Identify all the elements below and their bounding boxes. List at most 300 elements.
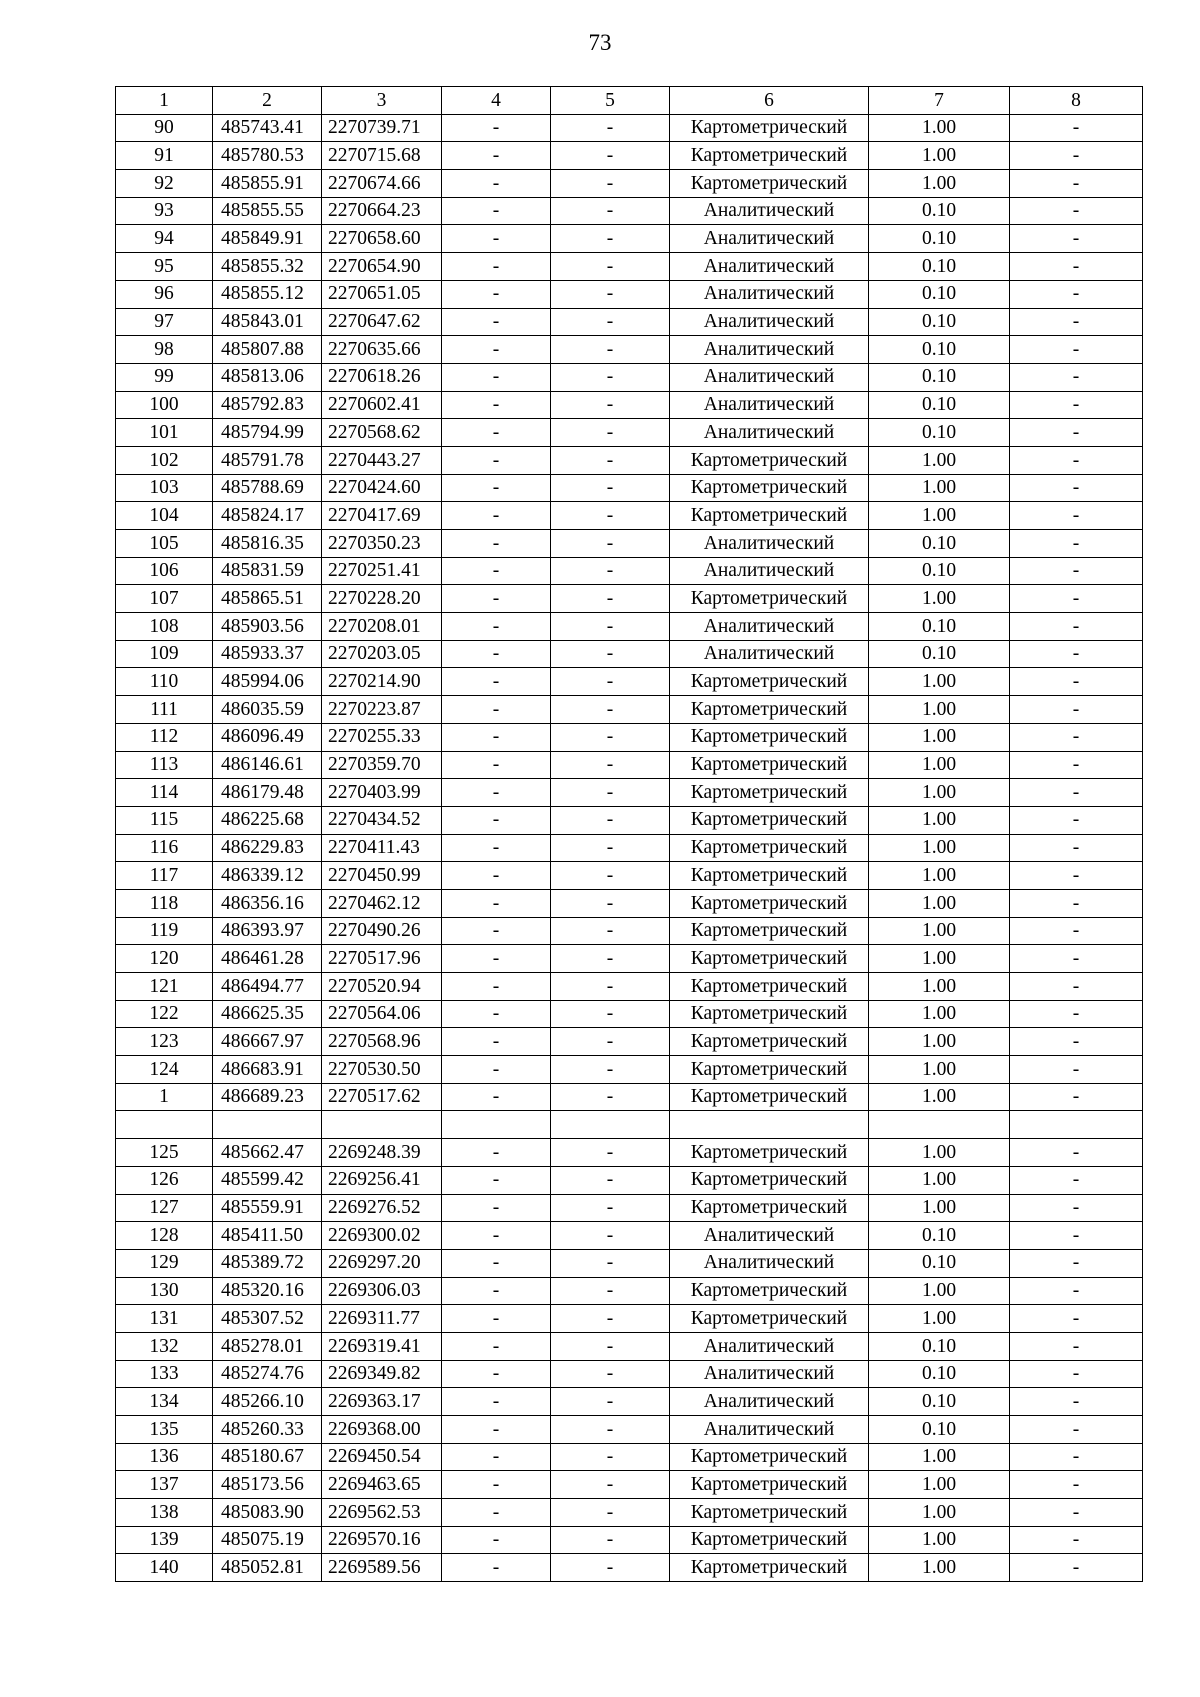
column-4-cell: - xyxy=(442,1305,551,1333)
table-row xyxy=(116,585,1143,613)
point-number-cell: 137 xyxy=(116,1471,213,1499)
column-5-cell: - xyxy=(551,502,670,530)
point-number-cell: 135 xyxy=(116,1416,213,1444)
column-4-cell: - xyxy=(442,446,551,474)
accuracy-cell: 1.00 xyxy=(869,114,1010,142)
column-8-cell: - xyxy=(1010,834,1143,862)
table-row xyxy=(116,640,1143,668)
point-number-cell: 119 xyxy=(116,917,213,945)
column-4-cell: - xyxy=(442,668,551,696)
method-cell: Картометрический xyxy=(670,474,869,502)
accuracy-cell: 0.10 xyxy=(869,253,1010,281)
method-cell: Картометрический xyxy=(670,1083,869,1111)
y-coordinate-cell: 2270517.62 xyxy=(322,1083,442,1111)
table-row xyxy=(116,1332,1143,1360)
point-number-cell: 102 xyxy=(116,446,213,474)
column-4-cell: - xyxy=(442,1028,551,1056)
method-cell: Картометрический xyxy=(670,170,869,198)
y-coordinate-cell: 2270490.26 xyxy=(322,917,442,945)
y-coordinate-cell: 2270715.68 xyxy=(322,142,442,170)
table-row xyxy=(116,1471,1143,1499)
method-cell: Картометрический xyxy=(670,973,869,1001)
column-8-cell: - xyxy=(1010,1388,1143,1416)
column-5-cell: - xyxy=(551,170,670,198)
point-number-cell: 117 xyxy=(116,862,213,890)
y-coordinate-cell: 2270359.70 xyxy=(322,751,442,779)
column-4-cell: - xyxy=(442,1277,551,1305)
method-cell: Картометрический xyxy=(670,585,869,613)
y-coordinate-cell: 2269300.02 xyxy=(322,1222,442,1250)
method-cell: Картометрический xyxy=(670,862,869,890)
column-4-cell: - xyxy=(442,613,551,641)
column-8-cell: - xyxy=(1010,723,1143,751)
x-coordinate-cell: 486625.35 xyxy=(213,1000,322,1028)
x-coordinate-cell: 486229.83 xyxy=(213,834,322,862)
column-4-cell: - xyxy=(442,889,551,917)
table-row xyxy=(116,142,1143,170)
coordinates-table xyxy=(115,86,1143,1582)
x-coordinate-cell: 486179.48 xyxy=(213,779,322,807)
column-8-cell: - xyxy=(1010,557,1143,585)
y-coordinate-cell: 2270602.41 xyxy=(322,391,442,419)
column-5-cell: - xyxy=(551,668,670,696)
accuracy-cell: 1.00 xyxy=(869,585,1010,613)
method-cell xyxy=(670,1111,869,1139)
point-number-cell: 95 xyxy=(116,253,213,281)
column-4-cell: - xyxy=(442,1083,551,1111)
column-8-cell: - xyxy=(1010,308,1143,336)
point-number-cell xyxy=(116,1111,213,1139)
x-coordinate-cell: 485807.88 xyxy=(213,336,322,364)
y-coordinate-cell: 2269297.20 xyxy=(322,1249,442,1277)
method-cell: Аналитический xyxy=(670,308,869,336)
table-row xyxy=(116,1111,1143,1139)
method-cell: Картометрический xyxy=(670,1028,869,1056)
column-4-cell: - xyxy=(442,1249,551,1277)
x-coordinate-cell: 486096.49 xyxy=(213,723,322,751)
table-row xyxy=(116,723,1143,751)
accuracy-cell: 0.10 xyxy=(869,1222,1010,1250)
column-8-cell: - xyxy=(1010,806,1143,834)
point-number-cell: 100 xyxy=(116,391,213,419)
accuracy-cell: 1.00 xyxy=(869,862,1010,890)
method-cell: Картометрический xyxy=(670,1471,869,1499)
method-cell: Аналитический xyxy=(670,280,869,308)
accuracy-cell: 0.10 xyxy=(869,640,1010,668)
point-number-cell: 124 xyxy=(116,1056,213,1084)
column-header: 3 xyxy=(322,87,442,115)
table-row xyxy=(116,197,1143,225)
x-coordinate-cell: 486225.68 xyxy=(213,806,322,834)
column-4-cell: - xyxy=(442,280,551,308)
x-coordinate-cell: 485831.59 xyxy=(213,557,322,585)
point-number-cell: 121 xyxy=(116,973,213,1001)
table-row xyxy=(116,806,1143,834)
y-coordinate-cell: 2269363.17 xyxy=(322,1388,442,1416)
column-4-cell: - xyxy=(442,391,551,419)
method-cell: Картометрический xyxy=(670,889,869,917)
point-number-cell: 107 xyxy=(116,585,213,613)
table-row xyxy=(116,1000,1143,1028)
table-row xyxy=(116,1277,1143,1305)
column-5-cell: - xyxy=(551,1056,670,1084)
accuracy-cell: 1.00 xyxy=(869,1471,1010,1499)
column-8-cell: - xyxy=(1010,142,1143,170)
x-coordinate-cell: 486667.97 xyxy=(213,1028,322,1056)
column-5-cell: - xyxy=(551,585,670,613)
column-5-cell: - xyxy=(551,1166,670,1194)
x-coordinate-cell: 485813.06 xyxy=(213,363,322,391)
accuracy-cell xyxy=(869,1111,1010,1139)
method-cell: Аналитический xyxy=(670,391,869,419)
column-4-cell: - xyxy=(442,114,551,142)
accuracy-cell: 1.00 xyxy=(869,668,1010,696)
column-4-cell: - xyxy=(442,945,551,973)
column-4-cell: - xyxy=(442,1443,551,1471)
accuracy-cell: 0.10 xyxy=(869,1360,1010,1388)
column-header: 4 xyxy=(442,87,551,115)
table-row xyxy=(116,1416,1143,1444)
accuracy-cell: 1.00 xyxy=(869,1000,1010,1028)
column-8-cell: - xyxy=(1010,502,1143,530)
accuracy-cell: 1.00 xyxy=(869,1083,1010,1111)
column-4-cell: - xyxy=(442,557,551,585)
method-cell: Картометрический xyxy=(670,668,869,696)
column-5-cell: - xyxy=(551,723,670,751)
y-coordinate-cell: 2270618.26 xyxy=(322,363,442,391)
column-4-cell: - xyxy=(442,1056,551,1084)
point-number-cell: 122 xyxy=(116,1000,213,1028)
method-cell: Картометрический xyxy=(670,1139,869,1167)
method-cell: Картометрический xyxy=(670,1305,869,1333)
column-8-cell: - xyxy=(1010,170,1143,198)
accuracy-cell: 1.00 xyxy=(869,806,1010,834)
method-cell: Картометрический xyxy=(670,446,869,474)
method-cell: Аналитический xyxy=(670,530,869,558)
accuracy-cell: 0.10 xyxy=(869,1332,1010,1360)
accuracy-cell: 1.00 xyxy=(869,502,1010,530)
column-8-cell: - xyxy=(1010,889,1143,917)
y-coordinate-cell: 2270214.90 xyxy=(322,668,442,696)
column-4-cell: - xyxy=(442,1554,551,1582)
table-row xyxy=(116,779,1143,807)
point-number-cell: 1 xyxy=(116,1083,213,1111)
column-5-cell: - xyxy=(551,1305,670,1333)
method-cell: Картометрический xyxy=(670,1443,869,1471)
accuracy-cell: 0.10 xyxy=(869,1388,1010,1416)
point-number-cell: 131 xyxy=(116,1305,213,1333)
accuracy-cell: 1.00 xyxy=(869,751,1010,779)
method-cell: Аналитический xyxy=(670,225,869,253)
column-5-cell: - xyxy=(551,253,670,281)
accuracy-cell: 1.00 xyxy=(869,474,1010,502)
y-coordinate-cell: 2270450.99 xyxy=(322,862,442,890)
column-5-cell: - xyxy=(551,945,670,973)
column-5-cell: - xyxy=(551,197,670,225)
table-row xyxy=(116,1056,1143,1084)
x-coordinate-cell: 485559.91 xyxy=(213,1194,322,1222)
column-4-cell: - xyxy=(442,1332,551,1360)
column-8-cell: - xyxy=(1010,1277,1143,1305)
point-number-cell: 104 xyxy=(116,502,213,530)
x-coordinate-cell: 485083.90 xyxy=(213,1499,322,1527)
table-row xyxy=(116,1554,1143,1582)
accuracy-cell: 1.00 xyxy=(869,142,1010,170)
method-cell: Картометрический xyxy=(670,1499,869,1527)
method-cell: Картометрический xyxy=(670,917,869,945)
table-row xyxy=(116,613,1143,641)
accuracy-cell: 1.00 xyxy=(869,446,1010,474)
y-coordinate-cell: 2270647.62 xyxy=(322,308,442,336)
x-coordinate-cell: 485274.76 xyxy=(213,1360,322,1388)
table-row xyxy=(116,1028,1143,1056)
point-number-cell: 94 xyxy=(116,225,213,253)
method-cell: Картометрический xyxy=(670,114,869,142)
column-8-cell: - xyxy=(1010,363,1143,391)
column-4-cell: - xyxy=(442,1166,551,1194)
method-cell: Аналитический xyxy=(670,419,869,447)
accuracy-cell: 0.10 xyxy=(869,225,1010,253)
accuracy-cell: 0.10 xyxy=(869,391,1010,419)
column-4-cell: - xyxy=(442,834,551,862)
table-row xyxy=(116,1499,1143,1527)
accuracy-cell: 1.00 xyxy=(869,696,1010,724)
accuracy-cell: 1.00 xyxy=(869,1277,1010,1305)
method-cell: Картометрический xyxy=(670,1277,869,1305)
table-row xyxy=(116,1139,1143,1167)
column-4-cell: - xyxy=(442,585,551,613)
method-cell: Картометрический xyxy=(670,502,869,530)
table-row xyxy=(116,114,1143,142)
point-number-cell: 118 xyxy=(116,889,213,917)
column-5-cell: - xyxy=(551,779,670,807)
column-5-cell: - xyxy=(551,530,670,558)
point-number-cell: 128 xyxy=(116,1222,213,1250)
method-cell: Картометрический xyxy=(670,1526,869,1554)
column-8-cell: - xyxy=(1010,1249,1143,1277)
y-coordinate-cell: 2270255.33 xyxy=(322,723,442,751)
method-cell: Картометрический xyxy=(670,806,869,834)
accuracy-cell: 1.00 xyxy=(869,170,1010,198)
column-5-cell: - xyxy=(551,142,670,170)
y-coordinate-cell: 2270658.60 xyxy=(322,225,442,253)
point-number-cell: 109 xyxy=(116,640,213,668)
point-number-cell: 136 xyxy=(116,1443,213,1471)
column-5-cell: - xyxy=(551,640,670,668)
accuracy-cell: 1.00 xyxy=(869,1526,1010,1554)
column-4-cell: - xyxy=(442,917,551,945)
y-coordinate-cell: 2270203.05 xyxy=(322,640,442,668)
accuracy-cell: 1.00 xyxy=(869,917,1010,945)
point-number-cell: 114 xyxy=(116,779,213,807)
point-number-cell: 130 xyxy=(116,1277,213,1305)
y-coordinate-cell: 2269349.82 xyxy=(322,1360,442,1388)
column-8-cell: - xyxy=(1010,1443,1143,1471)
method-cell: Аналитический xyxy=(670,1249,869,1277)
accuracy-cell: 1.00 xyxy=(869,1443,1010,1471)
accuracy-cell: 1.00 xyxy=(869,1166,1010,1194)
column-4-cell: - xyxy=(442,806,551,834)
accuracy-cell: 1.00 xyxy=(869,1554,1010,1582)
method-cell: Аналитический xyxy=(670,363,869,391)
column-5-cell: - xyxy=(551,419,670,447)
accuracy-cell: 1.00 xyxy=(869,779,1010,807)
column-4-cell: - xyxy=(442,640,551,668)
point-number-cell: 133 xyxy=(116,1360,213,1388)
x-coordinate-cell: 485855.55 xyxy=(213,197,322,225)
y-coordinate-cell: 2270568.62 xyxy=(322,419,442,447)
column-5-cell xyxy=(551,1111,670,1139)
column-4-cell: - xyxy=(442,197,551,225)
x-coordinate-cell: 485794.99 xyxy=(213,419,322,447)
accuracy-cell: 1.00 xyxy=(869,723,1010,751)
accuracy-cell: 0.10 xyxy=(869,363,1010,391)
method-cell: Картометрический xyxy=(670,1554,869,1582)
column-4-cell: - xyxy=(442,1360,551,1388)
x-coordinate-cell: 485865.51 xyxy=(213,585,322,613)
column-8-cell: - xyxy=(1010,391,1143,419)
page-number: 73 xyxy=(588,30,612,55)
column-5-cell: - xyxy=(551,1249,670,1277)
column-5-cell: - xyxy=(551,308,670,336)
y-coordinate-cell: 2270568.96 xyxy=(322,1028,442,1056)
x-coordinate-cell: 485903.56 xyxy=(213,613,322,641)
method-cell: Картометрический xyxy=(670,834,869,862)
x-coordinate-cell: 486146.61 xyxy=(213,751,322,779)
column-5-cell: - xyxy=(551,973,670,1001)
accuracy-cell: 0.10 xyxy=(869,530,1010,558)
y-coordinate-cell: 2269450.54 xyxy=(322,1443,442,1471)
column-4-cell: - xyxy=(442,1139,551,1167)
accuracy-cell: 1.00 xyxy=(869,1499,1010,1527)
column-8-cell: - xyxy=(1010,419,1143,447)
column-header: 1 xyxy=(116,87,213,115)
point-number-cell: 90 xyxy=(116,114,213,142)
column-5-cell: - xyxy=(551,336,670,364)
x-coordinate-cell: 485788.69 xyxy=(213,474,322,502)
table-row xyxy=(116,391,1143,419)
table-row xyxy=(116,557,1143,585)
column-8-cell: - xyxy=(1010,1305,1143,1333)
y-coordinate-cell: 2269319.41 xyxy=(322,1332,442,1360)
accuracy-cell: 1.00 xyxy=(869,1194,1010,1222)
accuracy-cell: 1.00 xyxy=(869,834,1010,862)
column-4-cell: - xyxy=(442,1194,551,1222)
table-row xyxy=(116,1249,1143,1277)
column-8-cell: - xyxy=(1010,917,1143,945)
point-number-cell: 115 xyxy=(116,806,213,834)
y-coordinate-cell: 2270654.90 xyxy=(322,253,442,281)
column-5-cell: - xyxy=(551,114,670,142)
point-number-cell: 92 xyxy=(116,170,213,198)
x-coordinate-cell: 485320.16 xyxy=(213,1277,322,1305)
column-5-cell: - xyxy=(551,1554,670,1582)
point-number-cell: 123 xyxy=(116,1028,213,1056)
column-8-cell: - xyxy=(1010,1194,1143,1222)
point-number-cell: 108 xyxy=(116,613,213,641)
column-4-cell: - xyxy=(442,225,551,253)
x-coordinate-cell: 485791.78 xyxy=(213,446,322,474)
y-coordinate-cell: 2270651.05 xyxy=(322,280,442,308)
method-cell: Картометрический xyxy=(670,696,869,724)
table-row xyxy=(116,668,1143,696)
table-row xyxy=(116,225,1143,253)
y-coordinate-cell: 2270674.66 xyxy=(322,170,442,198)
accuracy-cell: 0.10 xyxy=(869,280,1010,308)
y-coordinate-cell: 2270517.96 xyxy=(322,945,442,973)
column-5-cell: - xyxy=(551,1526,670,1554)
table-row xyxy=(116,973,1143,1001)
x-coordinate-cell: 485052.81 xyxy=(213,1554,322,1582)
accuracy-cell: 0.10 xyxy=(869,1249,1010,1277)
column-5-cell: - xyxy=(551,557,670,585)
x-coordinate-cell: 485843.01 xyxy=(213,308,322,336)
column-8-cell: - xyxy=(1010,1222,1143,1250)
method-cell: Аналитический xyxy=(670,197,869,225)
y-coordinate-cell: 2270417.69 xyxy=(322,502,442,530)
point-number-cell: 132 xyxy=(116,1332,213,1360)
accuracy-cell: 0.10 xyxy=(869,557,1010,585)
y-coordinate-cell: 2270739.71 xyxy=(322,114,442,142)
x-coordinate-cell: 485307.52 xyxy=(213,1305,322,1333)
column-8-cell: - xyxy=(1010,114,1143,142)
column-5-cell: - xyxy=(551,1388,670,1416)
column-5-cell: - xyxy=(551,391,670,419)
table-row xyxy=(116,280,1143,308)
method-cell: Аналитический xyxy=(670,1332,869,1360)
y-coordinate-cell: 2269311.77 xyxy=(322,1305,442,1333)
x-coordinate-cell: 485855.12 xyxy=(213,280,322,308)
x-coordinate-cell: 486356.16 xyxy=(213,889,322,917)
method-cell: Аналитический xyxy=(670,1416,869,1444)
table-row xyxy=(116,308,1143,336)
column-8-cell: - xyxy=(1010,253,1143,281)
column-8-cell: - xyxy=(1010,446,1143,474)
y-coordinate-cell: 2270223.87 xyxy=(322,696,442,724)
column-8-cell: - xyxy=(1010,668,1143,696)
y-coordinate-cell: 2270564.06 xyxy=(322,1000,442,1028)
column-4-cell: - xyxy=(442,336,551,364)
column-4-cell: - xyxy=(442,363,551,391)
y-coordinate-cell: 2269256.41 xyxy=(322,1166,442,1194)
y-coordinate-cell: 2270424.60 xyxy=(322,474,442,502)
column-8-cell: - xyxy=(1010,1083,1143,1111)
column-5-cell: - xyxy=(551,806,670,834)
column-8-cell: - xyxy=(1010,1471,1143,1499)
y-coordinate-cell: 2270443.27 xyxy=(322,446,442,474)
table-row xyxy=(116,1166,1143,1194)
column-5-cell: - xyxy=(551,1028,670,1056)
x-coordinate-cell: 486035.59 xyxy=(213,696,322,724)
column-8-cell: - xyxy=(1010,1166,1143,1194)
accuracy-cell: 0.10 xyxy=(869,336,1010,364)
table-row xyxy=(116,530,1143,558)
table-row xyxy=(116,1360,1143,1388)
table-row xyxy=(116,1388,1143,1416)
column-4-cell: - xyxy=(442,779,551,807)
column-4-cell: - xyxy=(442,170,551,198)
table-row xyxy=(116,474,1143,502)
column-8-cell: - xyxy=(1010,1499,1143,1527)
column-8-cell: - xyxy=(1010,613,1143,641)
column-4-cell: - xyxy=(442,862,551,890)
table-row xyxy=(116,862,1143,890)
column-8-cell: - xyxy=(1010,1139,1143,1167)
point-number-cell: 113 xyxy=(116,751,213,779)
table-row xyxy=(116,363,1143,391)
column-5-cell: - xyxy=(551,1277,670,1305)
table-row xyxy=(116,446,1143,474)
